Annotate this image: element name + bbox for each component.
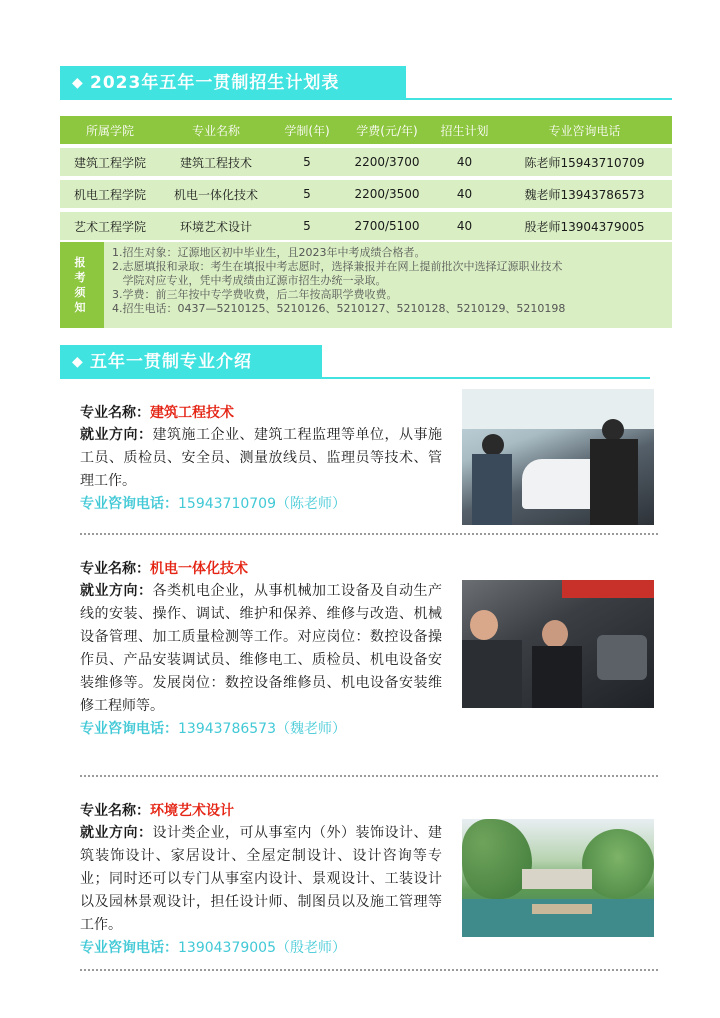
table-cell: 建筑工程学院	[60, 148, 160, 176]
direction-label: 就业方向：	[80, 583, 153, 599]
construction-lab-photo	[462, 389, 654, 525]
table-row	[60, 212, 672, 240]
table-cell: 陈老师15943710709	[497, 148, 672, 176]
table-cell: 5	[272, 148, 342, 176]
major-block-environmental-art	[80, 800, 442, 960]
table-cell: 2200/3700	[342, 148, 432, 176]
application-notes	[60, 242, 672, 328]
phone-label: 专业咨询电话：	[80, 496, 178, 512]
table-cell: 5	[272, 212, 342, 240]
phone-number: 13904379005（殷老师）	[178, 940, 346, 956]
note-line: 学院对应专业，凭中考成绩由辽源市招生办统一录取。	[112, 274, 387, 287]
major-name-label: 专业名称：	[80, 803, 150, 819]
table-cell: 机电一体化技术	[160, 180, 272, 208]
dotted-divider	[80, 775, 658, 777]
direction-label: 就业方向：	[80, 427, 153, 443]
section-title: 2023年五年一贯制招生计划表	[90, 73, 340, 93]
direction-label: 就业方向：	[80, 825, 153, 841]
table-cell: 魏老师13943786573	[497, 180, 672, 208]
table-cell: 40	[432, 148, 497, 176]
note-line: 1.招生对象：辽源地区初中毕业生，且2023年中考成绩合格者。	[112, 246, 426, 259]
table-row	[60, 180, 672, 208]
note-line: 2.志愿填报和录取：考生在填报中考志愿时，选择兼报并在网上提前批次中选择辽源职业技术	[112, 260, 563, 273]
heading-rule	[406, 98, 672, 100]
phone-number: 13943786573（魏老师）	[178, 721, 346, 737]
table-cell: 40	[432, 212, 497, 240]
note-line: 3.学费：前三年按中专学费收费，后二年按高职学费收费。	[112, 288, 398, 301]
table-cell: 机电工程学院	[60, 180, 160, 208]
phone-label: 专业咨询电话：	[80, 940, 178, 956]
section-title: 五年一贯制专业介绍	[90, 352, 252, 372]
dotted-divider	[80, 969, 658, 971]
landscape-design-photo	[462, 819, 654, 937]
enrollment-plan-table	[60, 112, 672, 244]
table-cell: 40	[432, 180, 497, 208]
note-line: 4.招生电话：0437—5210125、5210126、5210127、5210128、5210129、5210198	[112, 302, 566, 315]
table-cell: 5	[272, 180, 342, 208]
table-cell: 艺术工程学院	[60, 212, 160, 240]
section-heading-major-intro	[60, 345, 650, 379]
column-header: 学制(年)	[272, 116, 342, 144]
mechatronics-workshop-photo	[462, 580, 654, 708]
direction-text: 各类机电企业，从事机械加工设备及自动生产线的安装、操作、调试、维护和保养、维修与改造、机械设备管理、加工质量检测等工作。对应岗位：数控设备操作员、产品安装调试员、维修电工、质检员、机电设备安装维修等。发展岗位：数控设备维修员、机电设备安装维修工程师等。	[80, 583, 442, 714]
column-header: 专业咨询电话	[497, 116, 672, 144]
table-cell: 2200/3500	[342, 180, 432, 208]
table-cell: 建筑工程技术	[160, 148, 272, 176]
column-header: 专业名称	[160, 116, 272, 144]
phone-number: 15943710709（陈老师）	[178, 496, 346, 512]
section-heading-enrollment-plan	[60, 66, 672, 100]
column-header: 招生计划	[432, 116, 497, 144]
direction-text: 建筑施工企业、建筑工程监理等单位，从事施工员、质检员、安全员、测量放线员、监理员等技术、管理工作。	[80, 427, 442, 489]
heading-rule	[322, 377, 650, 379]
notes-side-label: 报 考 须 知	[74, 256, 86, 314]
column-header: 所属学院	[60, 116, 160, 144]
notes-body	[104, 242, 672, 328]
table-cell: 2700/5100	[342, 212, 432, 240]
dotted-divider	[80, 533, 658, 535]
major-block-construction	[80, 402, 442, 516]
diamond-icon: ◆	[72, 354, 84, 370]
diamond-icon: ◆	[72, 75, 84, 91]
phone-label: 专业咨询电话：	[80, 721, 178, 737]
major-name: 机电一体化技术	[150, 561, 248, 577]
major-name: 建筑工程技术	[150, 405, 234, 421]
major-block-mechatronics	[80, 558, 442, 741]
table-header-row	[60, 116, 672, 144]
major-name-label: 专业名称：	[80, 561, 150, 577]
direction-text: 设计类企业，可从事室内（外）装饰设计、建筑装饰设计、家居设计、全屋定制设计、设计咨询等专业；同时还可以专门从事室内设计、景观设计、工装设计以及园林景观设计，担任设计师、制图员以及施工管理等工作。	[80, 825, 442, 933]
major-name-label: 专业名称：	[80, 405, 150, 421]
table-cell: 殷老师13904379005	[497, 212, 672, 240]
table-cell: 环境艺术设计	[160, 212, 272, 240]
table-row	[60, 148, 672, 176]
column-header: 学费(元/年)	[342, 116, 432, 144]
major-name: 环境艺术设计	[150, 803, 234, 819]
